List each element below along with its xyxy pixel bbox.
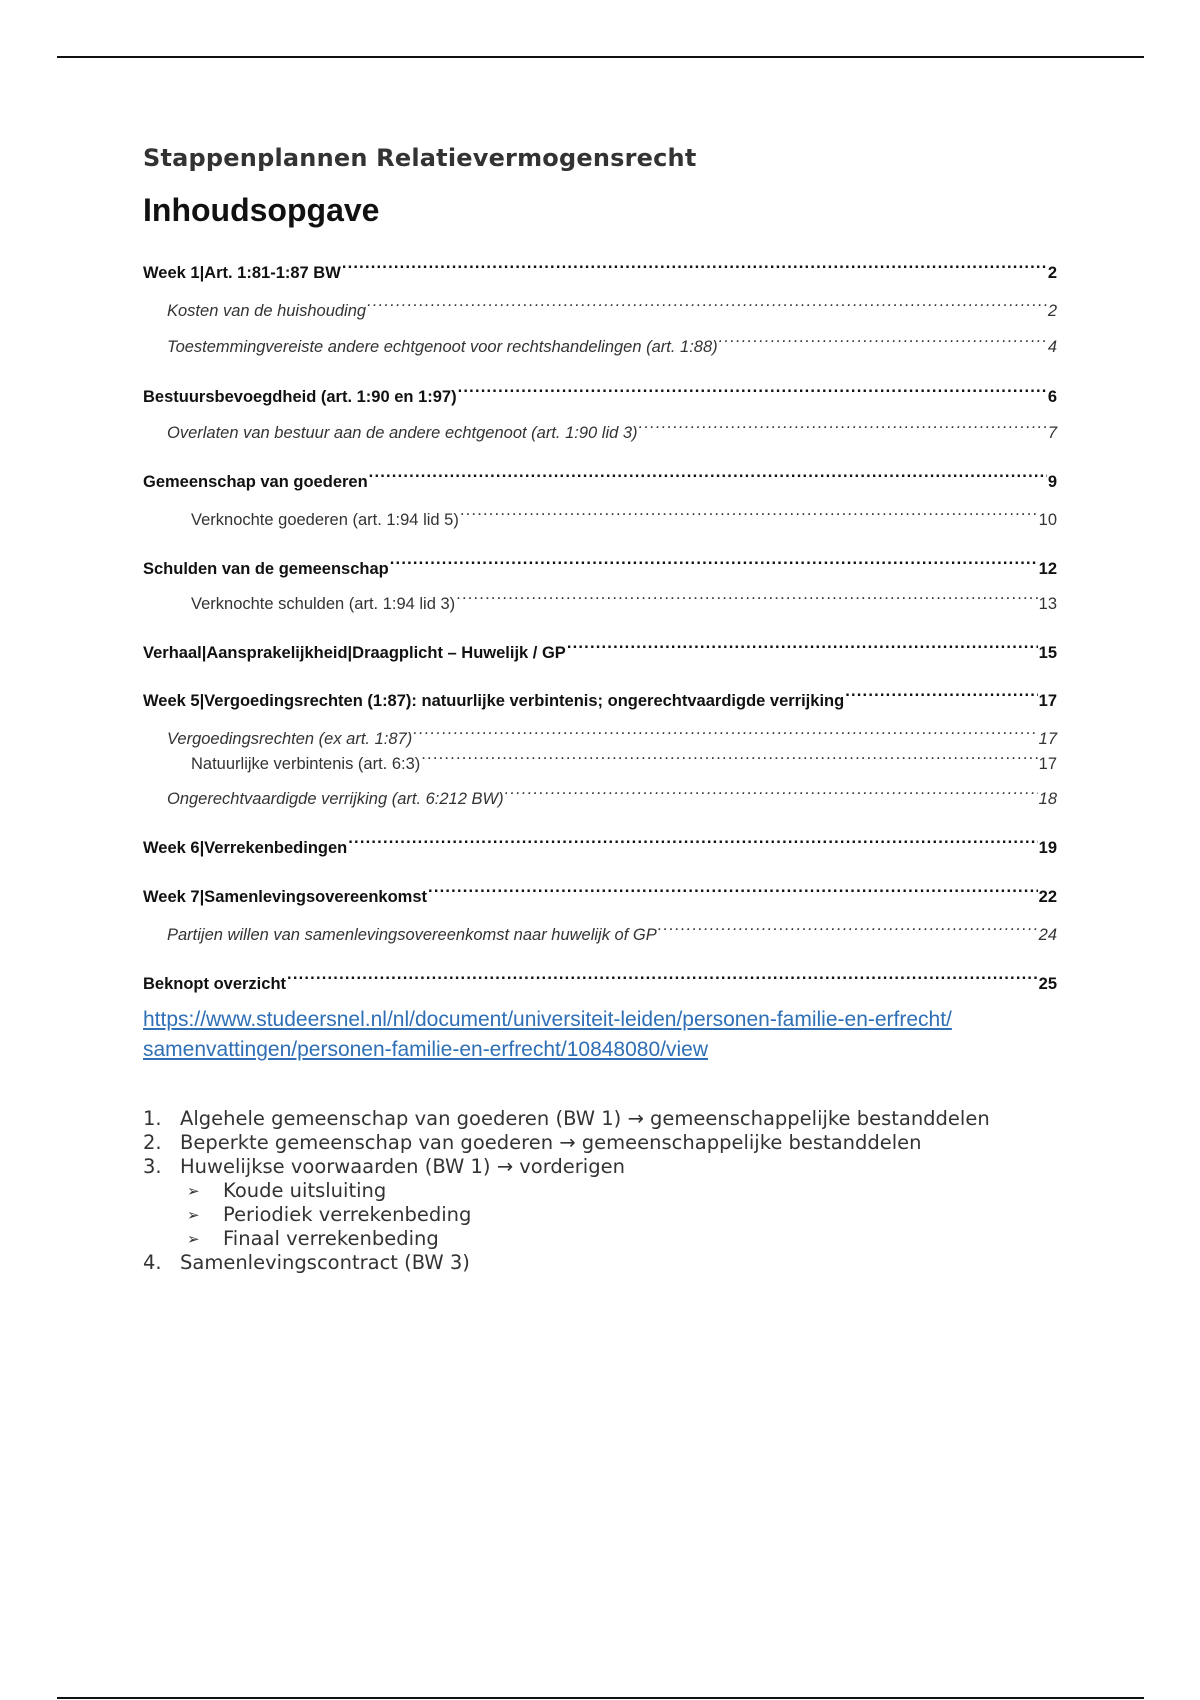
bottom-rule	[57, 1697, 1144, 1699]
toc-entry-title: Week 6|Verrekenbedingen	[143, 839, 348, 857]
top-rule	[57, 56, 1144, 58]
toc-entry-page: 6	[1047, 388, 1057, 406]
toc-entry-title: Beknopt overzicht	[143, 975, 287, 993]
toc-entry-title: Overlaten van bestuur aan de andere echtgenoot (art. 1:90 lid 3)	[167, 424, 638, 442]
toc-dot-leader	[658, 918, 1038, 940]
toc-entry-page: 17	[1038, 692, 1057, 710]
toc-entry[interactable]	[143, 684, 1057, 712]
toc-entry-page: 9	[1047, 473, 1057, 491]
toc-entry-page: 7	[1047, 424, 1057, 442]
document-page	[143, 140, 1057, 1274]
toc-entry[interactable]	[143, 256, 1057, 284]
reference-link-line-2[interactable]: samenvattingen/personen-familie-en-erfrecht/10848080/view	[143, 1038, 708, 1061]
arrow-bullet-icon: ➢	[187, 1230, 200, 1248]
list-subitem	[143, 1179, 1057, 1203]
toc-entry[interactable]	[143, 747, 1057, 775]
toc-entry-title: Verknochte goederen (art. 1:94 lid 5)	[191, 511, 459, 529]
toc-dot-leader	[348, 831, 1037, 853]
list-number: 2.	[143, 1131, 162, 1154]
toc-entry-title: Vergoedingsrechten (ex art. 1:87)	[167, 730, 413, 748]
numbered-list	[143, 1107, 1057, 1275]
reference-link-line-1[interactable]: https://www.studeersnel.nl/nl/document/universiteit-leiden/personen-familie-en-erfrecht/	[143, 1008, 952, 1031]
toc-entry[interactable]	[143, 587, 1057, 615]
list-number: 4.	[143, 1251, 162, 1274]
toc-entry[interactable]	[143, 552, 1057, 580]
toc-entry-title: Ongerechtvaardigde verrijking (art. 6:212 BW)	[167, 790, 504, 808]
toc-entry-page: 17	[1038, 755, 1057, 773]
toc-entry-title: Bestuursbevoegdheid (art. 1:90 en 1:97)	[143, 388, 457, 406]
list-subitem-text: Koude uitsluiting	[223, 1179, 387, 1202]
toc-dot-leader	[413, 722, 1037, 744]
toc-entry-page: 13	[1038, 595, 1057, 613]
toc-entry[interactable]	[143, 330, 1057, 358]
toc-heading: Inhoudsopgave	[143, 192, 380, 228]
toc-dot-leader	[287, 967, 1038, 989]
toc-entry-page: 24	[1038, 926, 1057, 944]
toc-entry-page: 2	[1047, 302, 1057, 320]
toc-entry[interactable]	[143, 416, 1057, 444]
toc-entry[interactable]	[143, 782, 1057, 810]
list-subitem-text: Finaal verrekenbeding	[223, 1227, 439, 1250]
toc-entry-page: 17	[1038, 730, 1057, 748]
toc-dot-leader	[369, 465, 1047, 487]
toc-dot-leader	[421, 747, 1037, 769]
list-item	[143, 1131, 1057, 1155]
toc-entry-title: Partijen willen van samenlevingsovereenkomst naar huwelijk of GP	[167, 926, 657, 944]
toc-entry[interactable]	[143, 831, 1057, 859]
toc-dot-leader	[458, 380, 1047, 402]
toc-entry-page: 15	[1038, 644, 1057, 662]
list-item	[143, 1155, 1057, 1179]
list-item	[143, 1251, 1057, 1275]
arrow-bullet-icon: ➢	[187, 1182, 200, 1200]
arrow-bullet-icon: ➢	[187, 1206, 200, 1224]
toc-dot-leader	[456, 587, 1037, 609]
toc-entry[interactable]	[143, 503, 1057, 531]
toc-entry[interactable]	[143, 880, 1057, 908]
toc-dot-leader	[460, 503, 1038, 525]
toc-entry-title: Natuurlijke verbintenis (art. 6:3)	[191, 755, 421, 773]
toc-entry-page: 10	[1038, 511, 1057, 529]
list-subitem	[143, 1227, 1057, 1251]
list-item-text: Huwelijkse voorwaarden (BW 1) → vorderigen	[180, 1155, 625, 1178]
toc-entry-title: Week 1|Art. 1:81-1:87 BW	[143, 264, 341, 282]
reference-link[interactable]	[143, 1005, 1057, 1065]
list-number: 1.	[143, 1107, 162, 1130]
toc-entry[interactable]	[143, 722, 1057, 750]
list-number: 3.	[143, 1155, 162, 1178]
toc-dot-leader	[505, 782, 1038, 804]
list-item	[143, 1107, 1057, 1131]
toc-dot-leader	[428, 880, 1038, 902]
toc-entry-title: Verhaal|Aansprakelijkheid|Draagplicht – Huwelijk / GP	[143, 644, 566, 662]
list-subitem	[143, 1203, 1057, 1227]
toc-entry-title: Week 5|Vergoedingsrechten (1:87): natuurlijke verbintenis; ongerechtvaardigde verrijking	[143, 692, 845, 710]
toc-entry-page: 22	[1038, 888, 1057, 906]
toc-entry[interactable]	[143, 465, 1057, 493]
list-item-text: Algehele gemeenschap van goederen (BW 1) → gemeenschappelijke bestanddelen	[180, 1107, 990, 1130]
toc-entry[interactable]	[143, 918, 1057, 946]
toc-entry[interactable]	[143, 380, 1057, 408]
toc-entry-page: 25	[1038, 975, 1057, 993]
toc-entry[interactable]	[143, 967, 1057, 995]
toc-dot-leader	[845, 684, 1037, 706]
list-item-text: Samenlevingscontract (BW 3)	[180, 1251, 470, 1274]
toc-entry[interactable]	[143, 294, 1057, 322]
toc-dot-leader	[390, 552, 1038, 574]
toc-entry-page: 4	[1047, 338, 1057, 356]
toc-entry-title: Toestemmingvereiste andere echtgenoot voor rechtshandelingen (art. 1:88)	[167, 338, 718, 356]
toc-entry-page: 12	[1038, 560, 1057, 578]
toc-entry-title: Week 7|Samenlevingsovereenkomst	[143, 888, 428, 906]
toc-entry-page: 19	[1038, 839, 1057, 857]
toc-dot-leader	[719, 330, 1047, 352]
list-subitem-text: Periodiek verrekenbeding	[223, 1203, 472, 1226]
document-title: Stappenplannen Relatievermogensrecht	[143, 144, 697, 172]
toc-dot-leader	[567, 636, 1038, 658]
toc-dot-leader	[342, 256, 1047, 278]
toc-entry-title: Kosten van de huishouding	[167, 302, 367, 320]
toc-entry-title: Gemeenschap van goederen	[143, 473, 368, 491]
toc-entry-title: Verknochte schulden (art. 1:94 lid 3)	[191, 595, 456, 613]
toc-entry-title: Schulden van de gemeenschap	[143, 560, 389, 578]
toc-dot-leader	[367, 294, 1047, 316]
toc-entry-page: 2	[1047, 264, 1057, 282]
toc-dot-leader	[639, 416, 1047, 438]
toc-entry[interactable]	[143, 636, 1057, 664]
list-item-text: Beperkte gemeenschap van goederen → gemeenschappelijke bestanddelen	[180, 1131, 922, 1154]
toc-entry-page: 18	[1038, 790, 1057, 808]
